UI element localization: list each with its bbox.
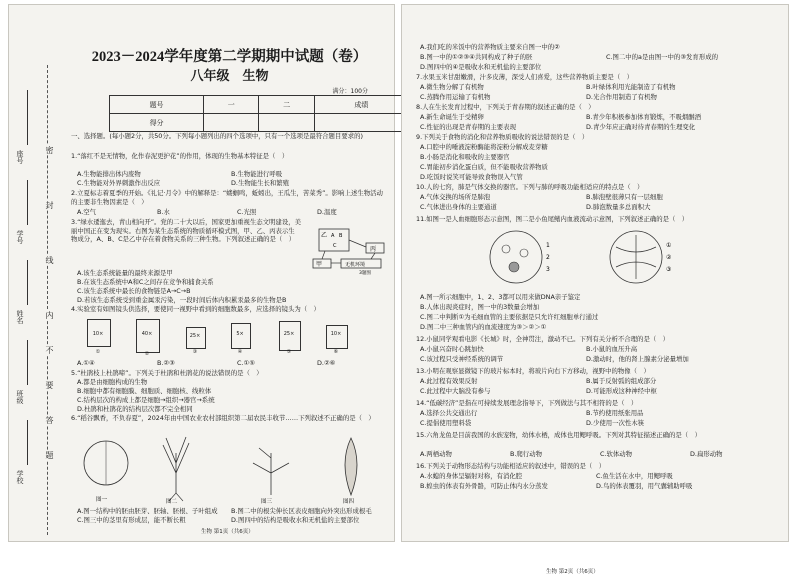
option[interactable]: B.节约使用纸张用品: [586, 409, 644, 417]
option[interactable]: A.新生命诞生于受精卵: [420, 113, 484, 121]
question-stem: 13.小明在观察显微镜下的玻片标本时，将玻片向右下方移动，视野中的物像（ ）: [416, 367, 650, 375]
lens-label: 40×: [141, 331, 153, 337]
exam-title: 2023－2024学年度第二学期期中试题（卷）: [91, 49, 368, 65]
option[interactable]: C.图二中判断①为毛细血管的主要依据是只允许红细胞单行通过: [420, 313, 599, 321]
field-name-input[interactable]: [27, 260, 28, 305]
option[interactable]: C.结构层次的构成上都是细胞→组织→器官→系统: [77, 396, 215, 404]
stem-drawing: [253, 448, 289, 495]
question-stem: 14.“低碳经济”是指在可持续发展理念指导下，下列做法与其不相符的是（ ）: [416, 399, 638, 407]
red-cell: [502, 245, 510, 253]
option[interactable]: B.爬行动物: [510, 450, 542, 458]
question-stem: 8.人在生长发育过程中，下列关于青春期的叙述正确的是（ ）: [416, 103, 595, 111]
figure-label: 图四: [343, 499, 355, 505]
option[interactable]: B.青少年积极参加体育锻炼，不吸烟酗酒: [586, 113, 702, 121]
option[interactable]: A.图一所示细胞中，1、2、3都可以用来做DNA亲子鉴定: [420, 293, 581, 301]
lens-number: ⑥: [333, 349, 339, 355]
vessel-label: ②: [666, 254, 672, 261]
option[interactable]: D.图四中的结构是吸收水和无机盐的主要部位: [231, 516, 360, 524]
red-cell: [520, 249, 528, 257]
arrow: [322, 251, 325, 259]
option[interactable]: C.生物能对外界刺激作出反应: [77, 179, 161, 187]
vessel-label: ①: [666, 242, 672, 249]
page-footer: 生物 第2页（共6页）: [546, 569, 599, 575]
field-seat-label: 座号: [16, 150, 24, 164]
option[interactable]: D.若该生态系统受到重金属汞污染，一段时间后体内积累汞最多的生物是B: [77, 296, 287, 304]
option[interactable]: B.蝗虫的体表有外骨骼，可防止体内水分蒸发: [420, 482, 548, 490]
option[interactable]: A.该生态系统能量的最终来源是甲: [77, 269, 173, 277]
blood-cells-drawing: [490, 231, 542, 283]
option[interactable]: C.①⑤: [237, 359, 255, 367]
score-header: 题号: [110, 96, 204, 114]
cycle-label: A: [331, 233, 335, 239]
option[interactable]: B.在该生态系统中A和C之间存在竞争和捕食关系: [77, 278, 214, 286]
lens-label: 5×: [236, 331, 244, 337]
option[interactable]: C.该过程只受神经系统的调节: [420, 355, 504, 363]
option[interactable]: D.可能形成这种神经中枢: [586, 387, 657, 395]
seal-label: 密: [45, 146, 54, 154]
question-stem: B.图一中的①②③④共同构成了种子的胚: [420, 53, 533, 61]
question-stem: 11.如图一是人血细胞形态示意图，图二是小鱼尾鳍内血液流动示意图，下列叙述正确的是（ ）: [416, 215, 689, 223]
option[interactable]: B.生物能进行呼吸: [231, 170, 283, 178]
option[interactable]: D.肺泡数量多总面积大: [586, 203, 651, 211]
option[interactable]: A.气体交换的场所是肺泡: [420, 193, 491, 201]
lens-number: ②: [144, 351, 150, 357]
score-table: [109, 95, 409, 132]
score-cell[interactable]: [259, 114, 314, 132]
question-stem: 12.小鼠同学观看电影《长城》时，全神贯注，激动不已。下列有关分析不合理的是（ ）: [416, 335, 670, 343]
rice-figures: [71, 433, 386, 505]
lens-number: ③: [192, 349, 198, 355]
score-cell[interactable]: [314, 114, 408, 132]
question-stem: 1.“落红不是无情物，化作春泥更护花”的作用，体现的生物基本特征是（ ）: [71, 152, 289, 160]
white-cell: [509, 262, 519, 272]
option[interactable]: B.小鼠的血压升高: [586, 345, 638, 353]
cycle-label: B: [339, 233, 343, 239]
option[interactable]: C.图三中的茎里有形成层，能不断长粗: [77, 516, 186, 524]
cycle-label: C: [333, 243, 337, 249]
question-stem: 7.水果玉米甘甜嫩滑，汁多皮薄，深受人们喜爱，这些营养物质主要是（ ）: [416, 73, 633, 81]
option[interactable]: B.叶绿体利用光能制造了有机物: [586, 83, 676, 91]
lens-number: ④: [237, 349, 243, 355]
option[interactable]: D.杜鹃和杜鹃花的结构层次都不完全相同: [77, 405, 193, 413]
cycle-label: 丙: [370, 246, 377, 253]
lens-number: ⑤: [286, 349, 292, 355]
option[interactable]: B.小肠是消化和吸收的主要器官: [420, 153, 510, 161]
option[interactable]: A.此过程有效果反射: [420, 377, 478, 385]
arrow: [371, 253, 375, 259]
option[interactable]: D.②⑥: [317, 359, 336, 367]
field-school-label: 学校: [16, 470, 24, 484]
option[interactable]: A.都是由细胞构成的生物: [77, 378, 148, 386]
seal-line: [47, 65, 48, 535]
cell-label: 1: [546, 242, 550, 249]
option[interactable]: D.图四中的④是吸收水和无机盐的主要部位: [420, 63, 542, 71]
page-footer: 生物 第1页（共6页）: [201, 529, 254, 535]
lens-label: 25×: [283, 331, 295, 337]
option[interactable]: B.人体出现炎症时，图一中的3数量会增加: [420, 303, 540, 311]
option[interactable]: C.此过程中大脑没有参与: [420, 387, 491, 395]
score-header: 成绩: [314, 96, 408, 114]
vessel-label: ③: [666, 266, 672, 273]
score-cell[interactable]: [204, 114, 259, 132]
cell-label: 2: [546, 254, 550, 261]
option[interactable]: C.气体进出身体的主要通道: [420, 203, 497, 211]
seal-label: 题: [45, 451, 54, 459]
cycle-label: 乙: [321, 232, 328, 239]
option[interactable]: D.激动时，他的肾上腺素分泌量增加: [586, 355, 689, 363]
option[interactable]: C.图二中的a是由图一中的③发育形成的: [606, 53, 718, 61]
blood-figures: [476, 227, 696, 289]
option[interactable]: A.口腔中的唾液淀粉酶能将淀粉分解成麦芽糖: [420, 143, 548, 151]
score-row-label: 得分: [110, 114, 204, 132]
question-stem: 16.下列关于动物形态结构与功能相适应的叙述中，错误的是（ ）: [416, 462, 606, 470]
exam-page-right: [401, 4, 789, 575]
right-content: [416, 43, 778, 575]
option[interactable]: C.性征的出现是青春期的主要表现: [420, 123, 516, 131]
exam-subtitle: 八年级 生物: [190, 68, 269, 83]
option[interactable]: B.②③: [157, 359, 175, 367]
question-stem: 6.“稻谷飘香，不负春夏”，2024年由中国农业农村部组织第二届农民丰收节……下列叙述不正确的是（ ）: [71, 414, 375, 422]
full-score: 满分：100分: [332, 88, 368, 95]
option[interactable]: B.属于反射弧的组成部分: [586, 377, 657, 385]
lens-label: 10×: [330, 331, 342, 337]
seal-label: 要: [45, 381, 54, 389]
option[interactable]: A.①④: [77, 359, 95, 367]
root-tip-drawing: [345, 438, 357, 495]
option[interactable]: C.提倡使用塑料袋: [420, 419, 472, 427]
option[interactable]: C.该生态系统中最长的食物链是A→C→B: [77, 287, 191, 295]
question-stem: 4.实验室有如图镜头供选择，要使同一视野中看到的细胞数最多，应选择的镜头为（ ）: [71, 305, 320, 313]
option[interactable]: C.胃能初步消化蛋白质，但不能吸收营养物质: [420, 163, 548, 171]
arrow: [349, 240, 366, 247]
lens-set: [81, 317, 381, 357]
section-title: 一、选择题。(每小题2分，共50分。下列每小题列出的四个选项中，只有一个选项是最符合题目要求的): [71, 132, 363, 140]
left-content: [71, 5, 388, 541]
lens-6: [326, 325, 348, 349]
option[interactable]: C.光照: [237, 208, 257, 216]
field-studentid-label: 学号: [16, 230, 24, 244]
cell-label: 3: [546, 266, 550, 273]
option[interactable]: A.水螅的身体呈辐射对称，有消化腔: [420, 472, 523, 480]
lens-label: 10×: [92, 331, 104, 337]
score-header: 二: [259, 96, 314, 114]
option[interactable]: B.图二中的根尖伸长区表皮细胞向外突出形成根毛: [231, 507, 372, 515]
field-class-input[interactable]: [27, 340, 28, 385]
cycle-caption: 3题图: [359, 271, 371, 275]
field-studentid-input[interactable]: [27, 180, 28, 225]
option[interactable]: D.鸟的体表覆羽，用气囊辅助呼吸: [596, 482, 693, 490]
option[interactable]: A.空气: [77, 208, 97, 216]
option[interactable]: D.光合作用制造了有机物: [586, 93, 657, 101]
lens-label: 25×: [189, 333, 201, 339]
question-stem: 5.“杜鹃枝上杜鹃啼”。下列关于杜鹃和杜鹃花的说法错误的是（ ）: [71, 369, 263, 377]
seal-label: 答: [45, 416, 54, 424]
question-stem: 3.“绿水逶迤去，青山相向开”。党的二十大以后，国家更加重视生态文明建设，美丽中国正在变为现实。右图为某生态系统的物质循环模式图，甲、乙、丙表示生物成分，A、B、C是乙中存在着食物关系的三种生物。下列叙述正确的是（ ）: [71, 218, 301, 244]
question-stem: 15.六角龙鱼是目前我国的水族宠物，幼体水栖，成体也用鳃呼吸。下列对其特征描述正确的是（ ）: [416, 431, 701, 439]
field-name-label: 姓名: [16, 310, 24, 324]
figure-label: 图三: [261, 499, 273, 505]
option[interactable]: B.肺泡壁很薄只有一层细胞: [586, 193, 663, 201]
question-stem: 9.下列关于食物的消化和营养物质吸收的说法错误的是（ ）: [416, 133, 589, 141]
field-school-input[interactable]: [27, 420, 28, 465]
option[interactable]: A.图一结构中的胚由胚芽、胚轴、胚根、子叶组成: [77, 507, 218, 515]
figure-label: 图一: [96, 497, 108, 503]
option[interactable]: A.微生物分解了有机物: [420, 83, 484, 91]
option[interactable]: D.生物能生长和繁殖: [231, 179, 290, 187]
option[interactable]: C.鱼生活在水中，用鳃呼吸: [596, 472, 673, 480]
seal-margin: [9, 5, 67, 541]
seal-label: 封: [45, 201, 54, 209]
option[interactable]: A.生物能排出体内废物: [77, 170, 141, 178]
lens-number: ①: [95, 349, 101, 355]
option[interactable]: B.细胞中都有细胞膜、细胞质、细胞核、线粒体: [77, 387, 212, 395]
question-stem: A.我们吃的米饭中的营养物质主要来自图一中的②: [420, 43, 560, 51]
option[interactable]: C.软体动物: [600, 450, 633, 458]
option[interactable]: C.蒸腾作用运输了有机物: [420, 93, 491, 101]
cycle-label: 甲: [316, 261, 323, 268]
option[interactable]: D.图二中三种血管内的血流速度为③＞②＞①: [420, 323, 547, 331]
seal-label: 内: [45, 311, 54, 319]
cycle-label: 无机环境: [345, 262, 366, 268]
option[interactable]: A.两栖动物: [420, 450, 452, 458]
seedling-drawing: [163, 437, 189, 493]
option[interactable]: D.扁形动物: [690, 450, 723, 458]
option[interactable]: D.吃饭时说笑可能导致食物误入气管: [420, 173, 523, 181]
seal-label: 不: [45, 346, 54, 354]
score-header: 一: [204, 96, 259, 114]
option[interactable]: D.青少年应正确对待青春期的生理变化: [586, 123, 696, 131]
exam-page-left: [8, 4, 395, 542]
option[interactable]: A.选择公共交通出行: [420, 409, 478, 417]
question-stem: 2.立夏标志着夏季的开始。《礼记·月令》中的解释是：“蝼蝈鸣，蚯蚓出，王瓜生，苦菜秀”。影响上述生物活动的主要非生物因素是（ ）: [71, 189, 383, 206]
option[interactable]: D.温度: [317, 208, 337, 216]
material-cycle-diagram: [311, 225, 391, 275]
option[interactable]: A.小鼠兴奋时心跳加快: [420, 345, 484, 353]
question-stem: 10.人的七窍，肺是气体交换的器官。下列与肺的呼吸功能相适应的特点是（ ）: [416, 183, 644, 191]
option[interactable]: B.水: [157, 208, 170, 216]
vessel-lines: [616, 235, 656, 279]
seal-label: 线: [45, 256, 54, 264]
field-class-label: 班级: [16, 390, 24, 404]
option[interactable]: D.少使用一次性木筷: [586, 419, 645, 427]
field-seat-input[interactable]: [27, 90, 28, 145]
figure-label: 图二: [166, 499, 178, 505]
